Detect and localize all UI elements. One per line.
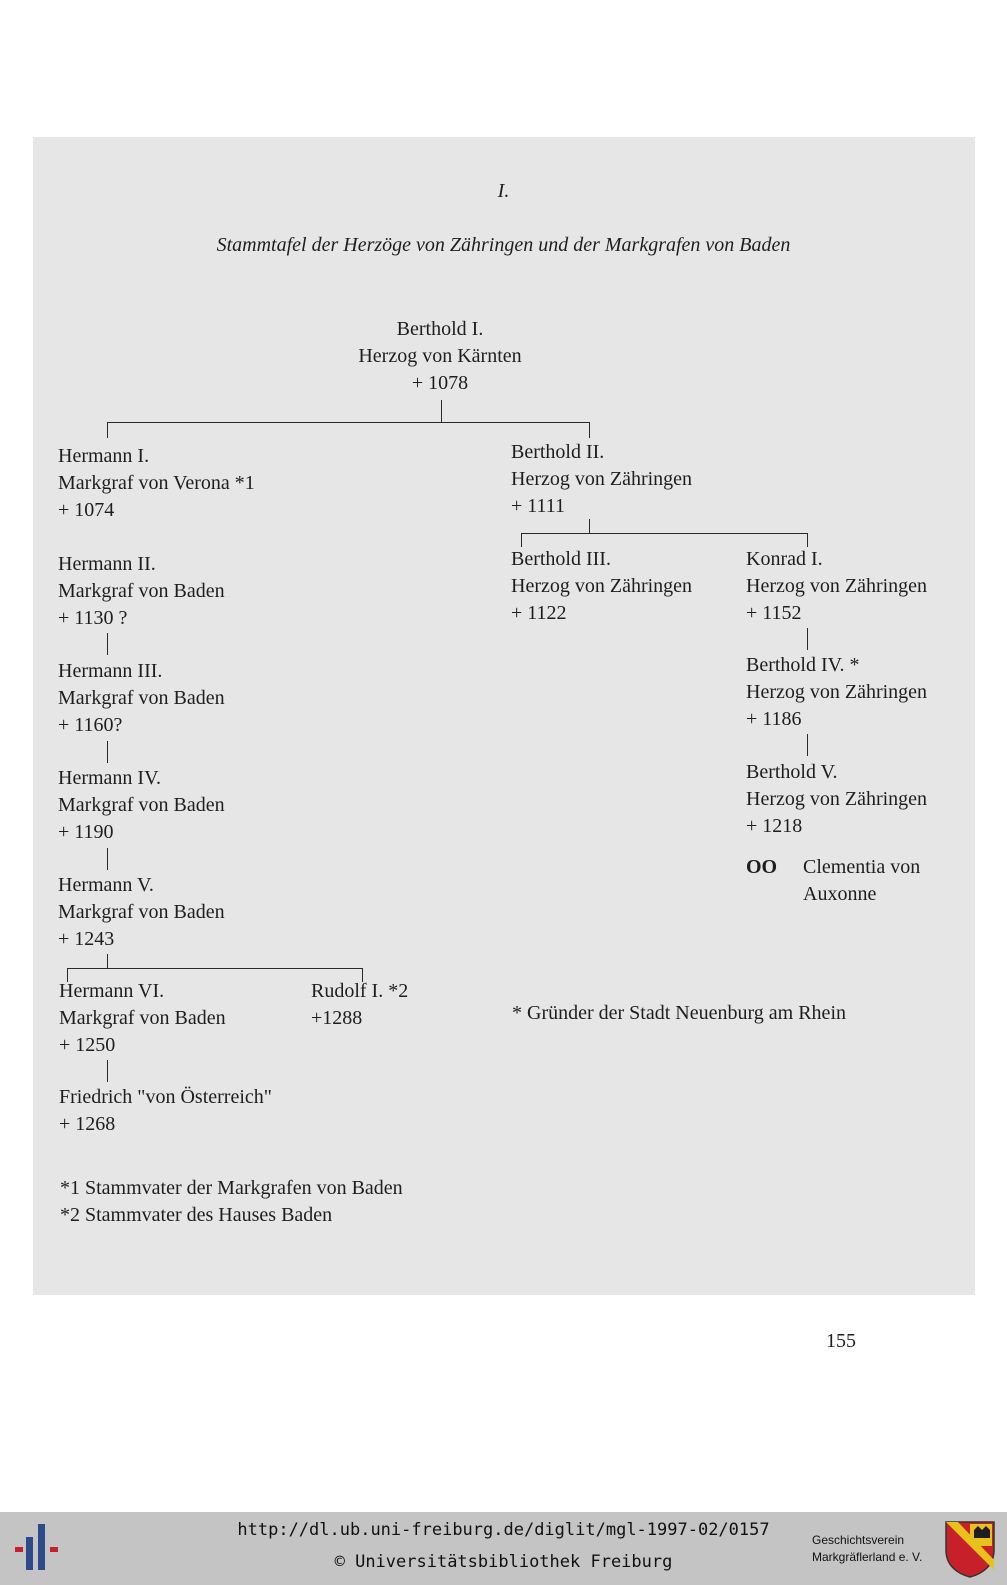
person-name: Berthold V. [746,761,838,783]
person-name: Hermann IV. [58,767,161,789]
person-name: Hermann VI. [59,980,165,1002]
person-death: + 1218 [746,815,803,837]
connector-line [807,734,808,756]
person-death: + 1130 ? [58,607,128,629]
person-death: + 1268 [59,1113,116,1135]
person-title: Markgraf von Baden [58,687,225,709]
connector-line [107,422,590,423]
person-death: + 1074 [58,499,115,521]
copyright-notice: © Universitätsbibliothek Freiburg [334,1552,673,1572]
person-hermann-5 [58,872,225,953]
person-title: Herzog von Zähringen [746,788,928,810]
person-title: Herzog von Zähringen [746,575,928,597]
person-name: Konrad I. [746,548,823,570]
connector-line [807,533,808,547]
person-death: + 1078 [411,372,469,394]
person-berthold-5 [746,759,927,840]
person-berthold-4 [746,652,927,733]
marriage-symbol: OO [746,856,778,878]
person-rudolf-1 [311,978,408,1032]
person-title: Markgraf von Verona *1 [58,472,255,494]
person-berthold-1 [340,316,540,397]
spouse-clementia [803,854,920,908]
person-name: Rudolf I. *2 [311,980,409,1002]
connector-line [441,400,442,422]
founder-note: * Gründer der Stadt Neuenburg am Rhein [512,1002,846,1024]
connector-line [107,1060,108,1082]
person-death: + 1250 [59,1034,116,1056]
page-number: 155 [826,1330,856,1352]
person-name: Berthold I. [396,318,484,340]
person-name: Friedrich "von Österreich" [59,1086,272,1108]
person-name-continued: Auxonne [803,883,877,905]
connector-line [589,422,590,438]
connector-line [107,954,108,968]
person-death: + 1122 [511,602,567,624]
person-berthold-2 [511,439,692,520]
person-name: Hermann I. [58,445,150,467]
section-number: I. [497,180,510,202]
connector-line [107,633,108,655]
society-name: Geschichtsverein Markgräflerland e. V. [812,1533,923,1564]
connector-line [521,533,522,547]
person-title: Herzog von Zähringen [746,681,928,703]
person-friedrich [59,1084,272,1138]
person-name: Clementia von [803,856,921,878]
person-title: Herzog von Kärnten [358,345,522,367]
person-name: Berthold III. [511,548,611,570]
person-berthold-3 [511,546,692,627]
source-url[interactable]: http://dl.ub.uni-freiburg.de/diglit/mgl-1997-02/0157 [237,1520,770,1540]
person-name: Hermann III. [58,660,163,682]
person-death: + 1243 [58,928,115,950]
person-death: + 1111 [511,495,566,517]
person-death: +1288 [311,1007,363,1029]
person-title: Markgraf von Baden [58,580,225,602]
footer-bar [0,1512,1007,1585]
person-hermann-2 [58,551,225,632]
person-name: Berthold IV. * [746,654,860,676]
person-death: + 1152 [746,602,802,624]
person-name: Berthold II. [511,441,605,463]
person-title: Markgraf von Baden [59,1007,226,1029]
person-hermann-1 [58,443,255,524]
connector-line [589,519,590,533]
person-title: Herzog von Zähringen [511,468,693,490]
connector-line [807,628,808,650]
connector-line [67,968,363,969]
connector-line [107,422,108,438]
person-death: + 1190 [58,821,114,843]
person-death: + 1160? [58,714,123,736]
person-title: Herzog von Zähringen [511,575,693,597]
footnote-2: *2 Stammvater des Hauses Baden [60,1204,333,1226]
person-death: + 1186 [746,708,802,730]
person-hermann-4 [58,765,225,846]
person-hermann-6 [59,978,226,1059]
connector-line [521,533,808,534]
person-name: Hermann V. [58,874,154,896]
person-hermann-3 [58,658,225,739]
connector-line [107,848,108,870]
page-title: Stammtafel der Herzöge von Zähringen und der Markgrafen von Baden [216,234,791,256]
person-konrad-1 [746,546,927,627]
coat-of-arms-icon [944,1520,996,1578]
connector-line [107,741,108,763]
footnote-1: *1 Stammvater der Markgrafen von Baden [60,1177,403,1199]
person-title: Markgraf von Baden [58,901,225,923]
person-title: Markgraf von Baden [58,794,225,816]
person-name: Hermann II. [58,553,156,575]
